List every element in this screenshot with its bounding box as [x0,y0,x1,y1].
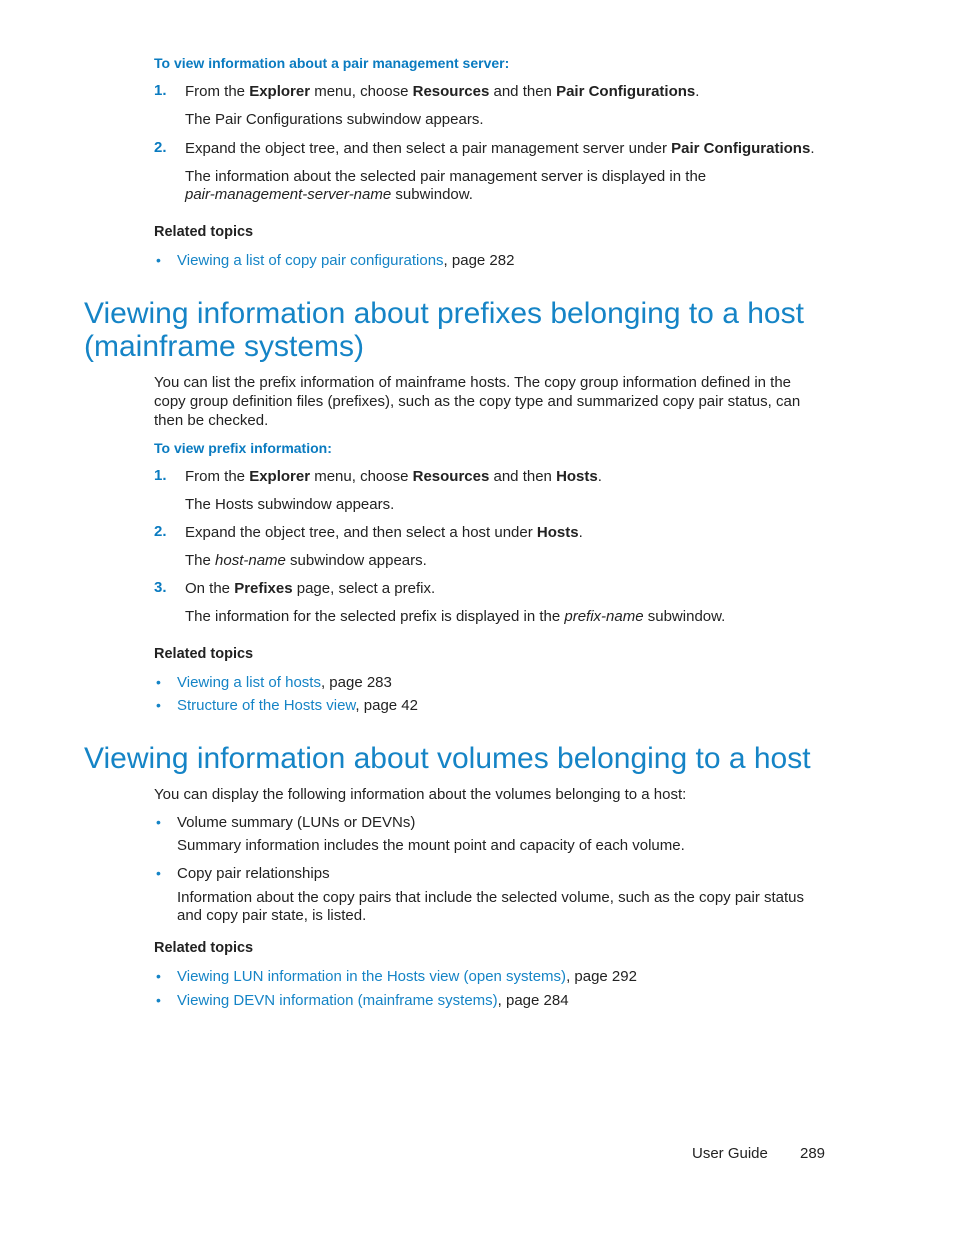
list-item-label: Volume summary (LUNs or DEVNs) [177,814,416,831]
related-topics-heading: Related topics [154,940,254,956]
bullet-icon: • [156,697,161,713]
related-topic-link[interactable]: Viewing LUN information in the Hosts view (open systems) [177,968,567,985]
related-topics-heading: Related topics [154,646,254,662]
step-number: 2. [154,523,167,540]
list-item-description: Information about the copy pairs that include the selected volume, such as the copy pair status [177,889,805,906]
list-item-description: Summary information includes the mount point and capacity of each volume. [177,837,685,854]
step-text: Expand the object tree, and then select a pair management server under Pair Configurations. [185,140,815,157]
bullet-icon: • [156,814,161,830]
procedure-heading: To view prefix information: [154,440,332,456]
step-number: 1. [154,82,167,99]
page-number: 289 [800,1145,826,1162]
section-title: Viewing information about prefixes belonging to a host [84,297,804,330]
section-title: Viewing information about volumes belonging to a host [84,742,811,775]
list-item-label: Copy pair relationships [177,865,330,882]
related-topic-link[interactable]: Viewing a list of copy pair configurations [177,252,444,269]
step-text: From the Explorer menu, choose Resources and then Hosts. [185,468,602,485]
related-topic-item: Structure of the Hosts view, page 42 [177,697,418,714]
step-result: The information about the selected pair management server is displayed in the [185,168,707,185]
bullet-icon: • [156,968,161,984]
bullet-icon: • [156,674,161,690]
paragraph: You can list the prefix information of mainframe hosts. The copy group information defined in the [154,374,792,391]
list-item-description: and copy pair state, is listed. [177,907,367,924]
section-title: (mainframe systems) [84,330,365,363]
related-topic-item: Viewing DEVN information (mainframe systems), page 284 [177,992,569,1009]
footer-label: User Guide [692,1145,768,1162]
related-topic-link[interactable]: Viewing a list of hosts [177,674,321,691]
bullet-icon: • [156,992,161,1008]
related-topic-item: Viewing a list of copy pair configurations, page 282 [177,252,515,269]
bullet-icon: • [156,865,161,881]
step-result: The information for the selected prefix is displayed in the prefix-name subwindow. [185,608,726,625]
step-text: Expand the object tree, and then select a host under Hosts. [185,524,583,541]
step-result: The Pair Configurations subwindow appears. [185,111,484,128]
step-number: 1. [154,467,167,484]
step-result: The Hosts subwindow appears. [185,496,395,513]
related-topic-link[interactable]: Viewing DEVN information (mainframe systems) [177,992,498,1009]
step-result: The host-name subwindow appears. [185,552,427,569]
procedure-heading: To view information about a pair management server: [154,55,510,71]
paragraph: copy group definition files (prefixes), such as the copy type and summarized copy pair status, can [154,393,801,410]
bullet-icon: • [156,252,161,268]
step-text: On the Prefixes page, select a prefix. [185,580,436,597]
step-number: 2. [154,139,167,156]
related-topics-heading: Related topics [154,224,254,240]
related-topic-item: Viewing LUN information in the Hosts view (open systems), page 292 [177,968,637,985]
step-number: 3. [154,579,167,596]
related-topic-link[interactable]: Structure of the Hosts view [177,697,356,714]
step-result: pair-management-server-name subwindow. [185,186,473,203]
paragraph: then be checked. [154,412,269,429]
paragraph: You can display the following information about the volumes belonging to a host: [154,786,687,803]
step-text: From the Explorer menu, choose Resources and then Pair Configurations. [185,83,700,100]
related-topic-item: Viewing a list of hosts, page 283 [177,674,392,691]
